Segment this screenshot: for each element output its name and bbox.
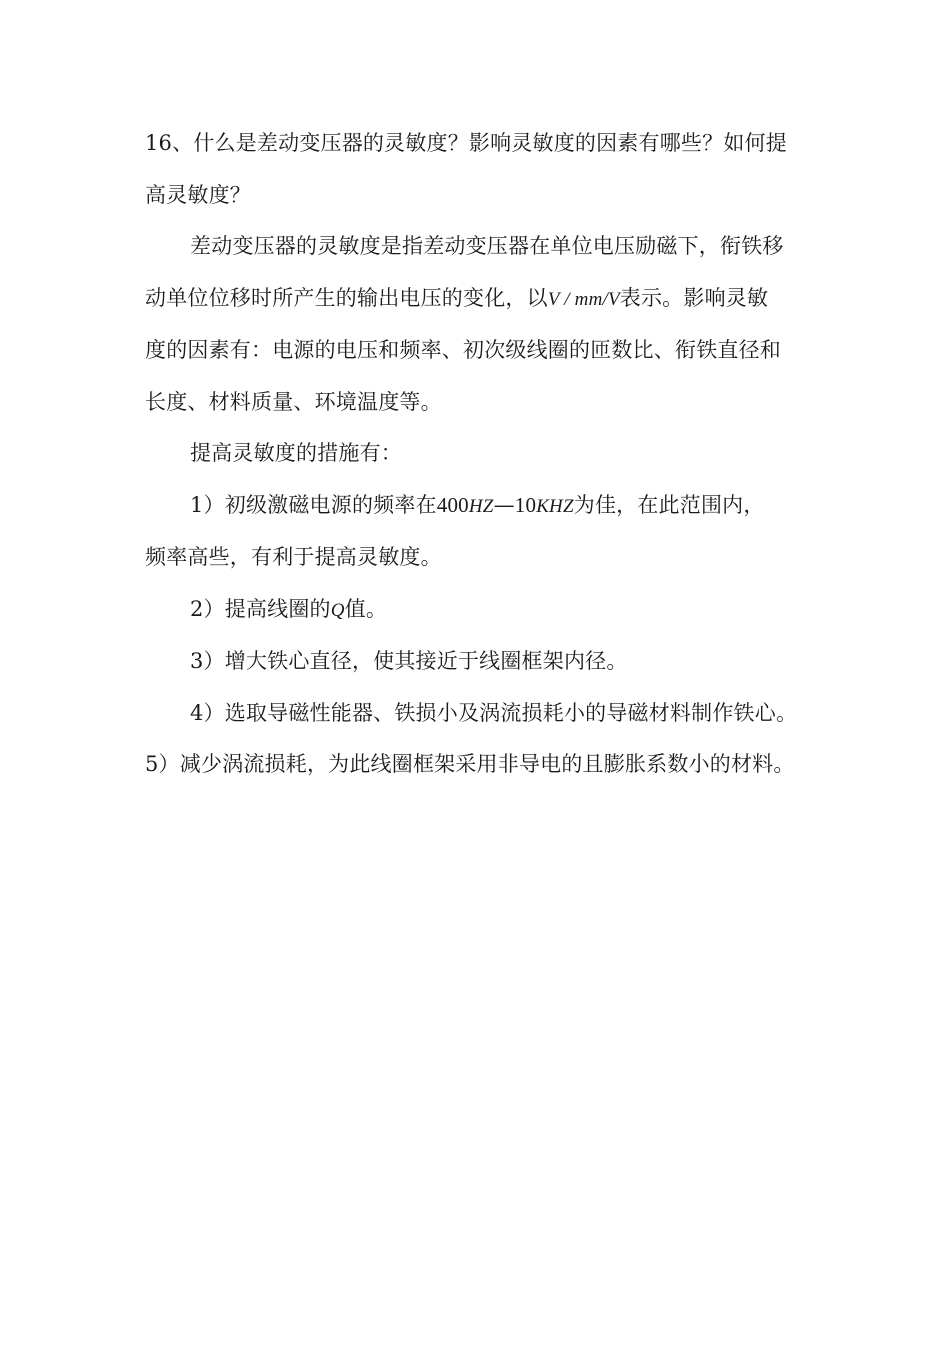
document-body (145, 118, 815, 791)
frequency-high-value: 10 (514, 492, 537, 517)
measure-2-text: 2）提高线圈的 (190, 596, 331, 621)
range-dash: — (493, 492, 515, 517)
unit-expression: V / mm/V (547, 288, 620, 310)
measure-1-text: 1）初级激磁电源的频率在 (190, 492, 437, 517)
answer-line-2-text: 动单位位移时所产生的输出电压的变化，以 (145, 285, 548, 310)
measure-5: 5）减少涡流损耗，为此线圈框架采用非导电的且膨胀系数小的材料。 (145, 752, 795, 776)
frequency-low-unit: HZ (468, 495, 494, 517)
q-symbol: Q (330, 599, 345, 621)
question-line-1: 16、什么是差动变压器的灵敏度？影响灵敏度的因素有哪些？如何提 (145, 131, 787, 155)
measure-2 (145, 584, 815, 637)
answer-line-3: 度的因素有：电源的电压和频率、初次级线圈的匝数比、衔铁直径和 (145, 338, 781, 362)
measure-1-line-2: 频率高些，有利于提高灵敏度。 (145, 545, 442, 569)
measure-3: 3）增大铁心直径，使其接近于线圈框架内径。 (190, 649, 628, 673)
answer-line-1: 差动变压器的灵敏度是指差动变压器在单位电压励磁下，衔铁移 (190, 234, 784, 258)
measure-4: 4）选取导磁性能器、铁损小及涡流损耗小的导磁材料制作铁心。 (190, 700, 798, 725)
frequency-low-value: 400 (436, 492, 469, 517)
frequency-high-unit: KHZ (536, 495, 574, 517)
measure-1-line-1 (145, 480, 815, 533)
measure-2-tail: 值。 (344, 596, 388, 621)
answer-line-2-tail: 表示。影响灵敏 (619, 285, 769, 310)
measures-title: 提高灵敏度的措施有： (190, 441, 402, 465)
measure-1-tail: 为佳，在此范围内， (573, 492, 765, 517)
question-line-2: 高灵敏度？ (145, 182, 251, 207)
answer-line-2 (145, 273, 815, 326)
answer-line-4: 长度、材料质量、环境温度等。 (145, 389, 442, 414)
